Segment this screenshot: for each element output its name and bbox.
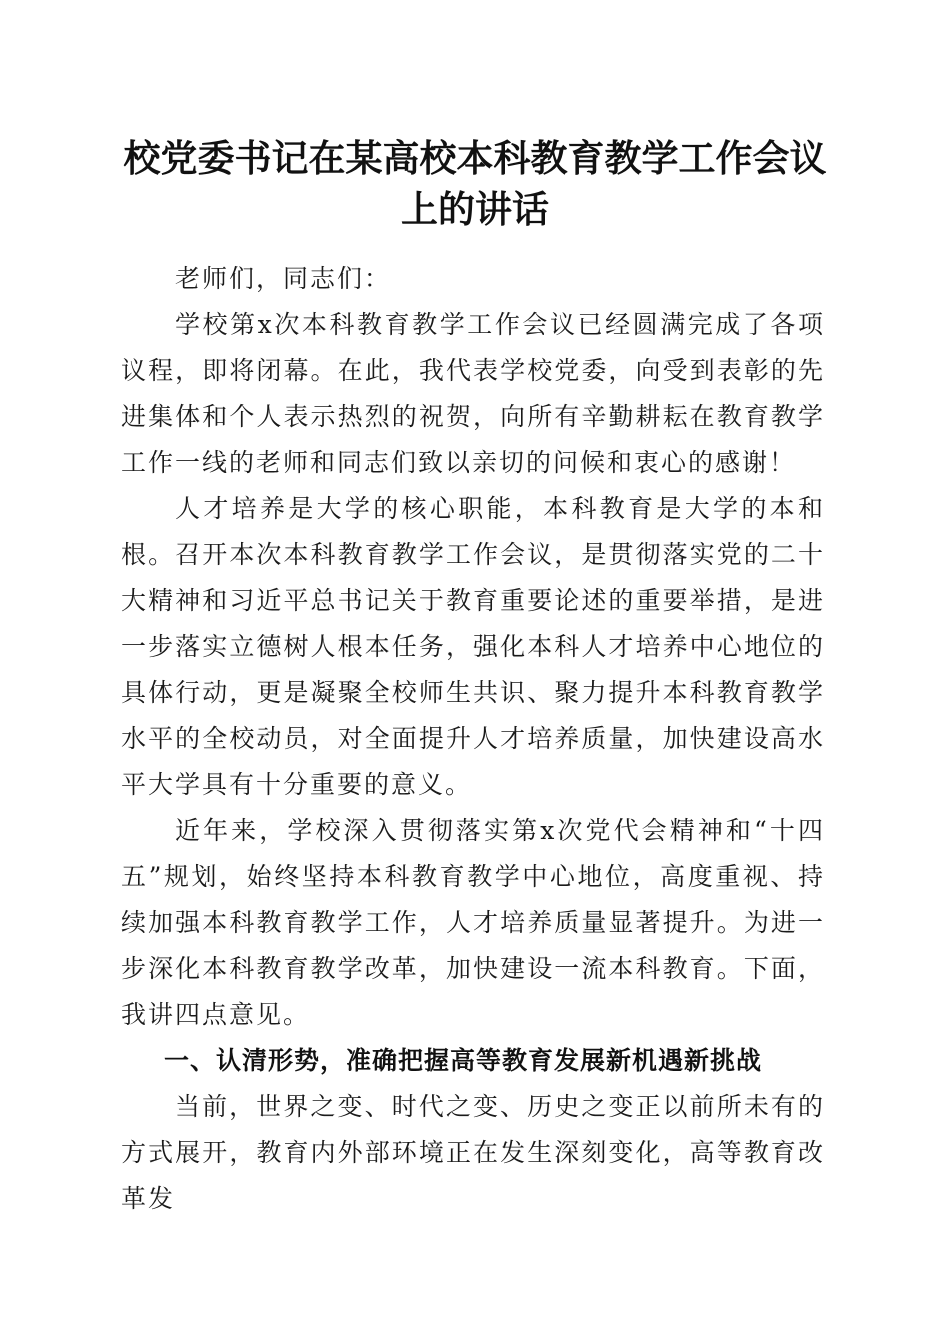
document-body	[121, 256, 825, 1222]
section-paragraph: 当前，世界之变、时代之变、历史之变正以前所未有的方式展开，教育内外部环境正在发生深刻变化，高等教育改革发	[121, 1092, 825, 1213]
paragraph-significance: 人才培养是大学的核心职能，本科教育是大学的本和根。召开本次本科教育教学工作会议，是贯彻落实党的二十大精神和习近平总书记关于教育重要论述的重要举措，是进一步落实立德树人根本任务，强化本科人才培养中心地位的具体行动，更是凝聚全校师生共识、聚力提升本科教育教学水平的全校动员，对全面提升人才培养质量，加快建设高水平大学具有十分重要的意义。	[121, 494, 825, 799]
greeting: 老师们，同志们：	[175, 264, 392, 293]
document-title: 校党委书记在某高校本科教育教学工作会议上的讲话	[123, 136, 827, 231]
section-heading: 一、认清形势，准确把握高等教育发展新机遇新挑战	[164, 1046, 763, 1075]
paragraph-recent-years: 近年来，学校深入贯彻落实第x次党代会精神和“十四五”规划，始终坚持本科教育教学中心地位，高度重视、持续加强本科教育教学工作，人才培养质量显著提升。为进一步深化本科教育教学改革，加快建设一流本科教育。下面，我讲四点意见。	[121, 816, 825, 1029]
paragraph-opening: 学校第x次本科教育教学工作会议已经圆满完成了各项议程，即将闭幕。在此，我代表学校党委，向受到表彰的先进集体和个人表示热烈的祝贺，向所有辛勤耕耘在教育教学工作一线的老师和同志们致以亲切的问候和衷心的感谢！	[121, 310, 825, 477]
